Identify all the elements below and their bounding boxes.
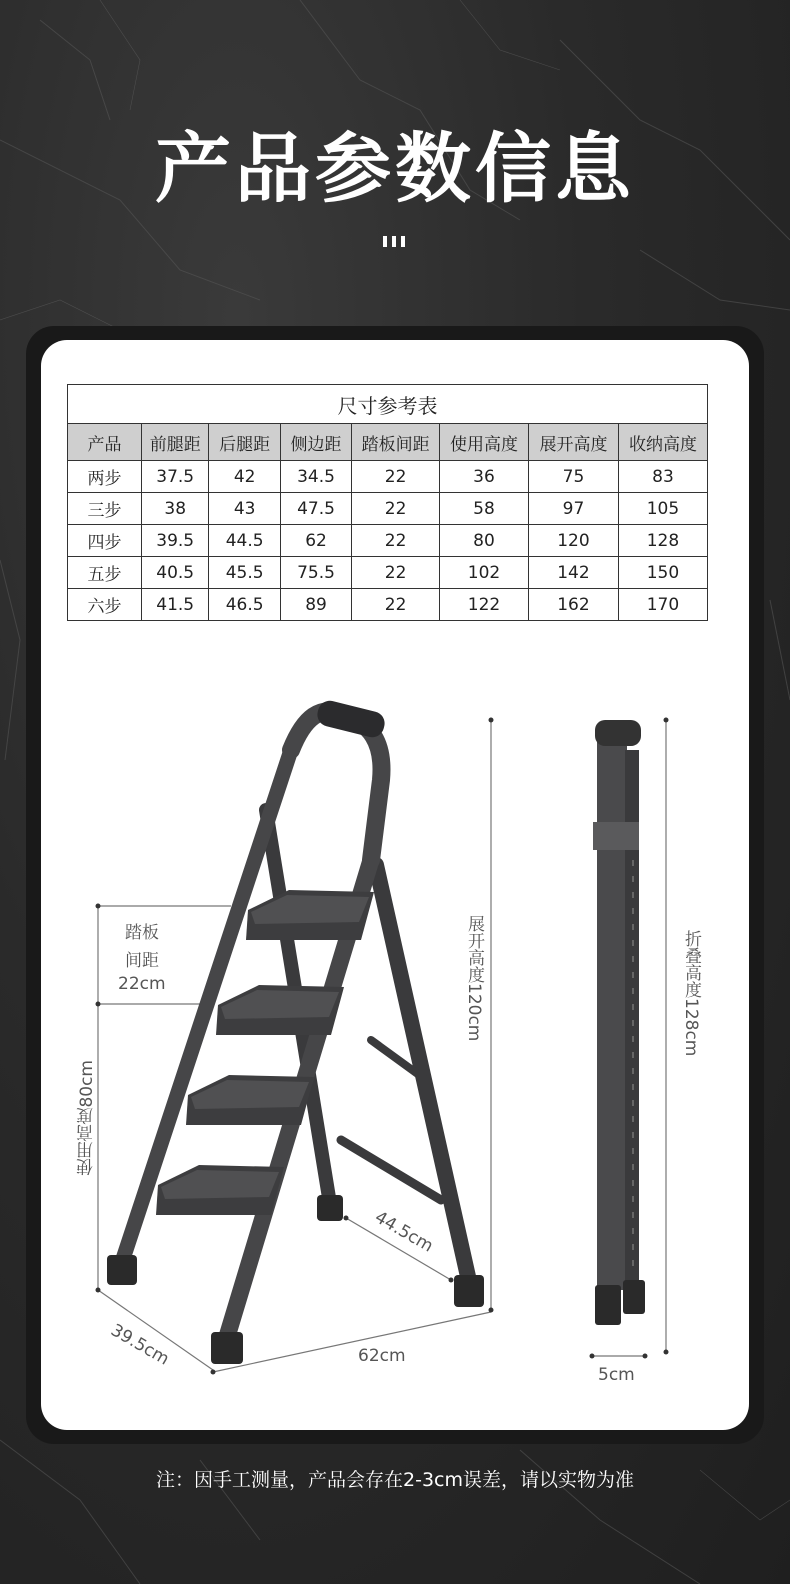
table-cell: 39.5 — [141, 525, 208, 557]
table-cell: 42 — [209, 461, 280, 493]
table-row — [68, 525, 708, 557]
table-cell: 41.5 — [141, 589, 208, 621]
use-height-label: 使用高度80cm — [77, 1060, 97, 1176]
table-cell: 44.5 — [209, 525, 280, 557]
size-reference-table — [67, 384, 708, 621]
table-cell: 162 — [528, 589, 618, 621]
title-divider-dots — [383, 236, 405, 247]
table-cell: 四步 — [68, 525, 142, 557]
measurement-note: 注：因手工测量，产品会存在2-3cm误差，请以实物为准 — [156, 1469, 634, 1491]
table-cell: 五步 — [68, 557, 142, 589]
table-cell: 两步 — [68, 461, 142, 493]
rear-depth-label: 44.5cm — [371, 1207, 437, 1257]
ladder-illustration — [41, 640, 749, 1400]
table-cell: 22 — [352, 493, 440, 525]
header-side: 侧边距 — [280, 424, 351, 461]
table-row — [68, 493, 708, 525]
table-cell: 62 — [280, 525, 351, 557]
table-cell: 142 — [528, 557, 618, 589]
front-depth-label: 39.5cm — [107, 1320, 173, 1370]
table-cell: 三步 — [68, 493, 142, 525]
table-cell: 122 — [440, 589, 529, 621]
table-cell: 75.5 — [280, 557, 351, 589]
table-cell: 102 — [440, 557, 529, 589]
table-cell: 120 — [528, 525, 618, 557]
table-cell: 83 — [618, 461, 707, 493]
table-row — [68, 557, 708, 589]
table-cell: 170 — [618, 589, 707, 621]
table-cell: 22 — [352, 557, 440, 589]
header-tread-spacing: 踏板间距 — [352, 424, 440, 461]
table-cell: 58 — [440, 493, 529, 525]
table-cell: 89 — [280, 589, 351, 621]
table-cell: 22 — [352, 461, 440, 493]
table-cell: 105 — [618, 493, 707, 525]
table-cell: 36 — [440, 461, 529, 493]
table-cell: 80 — [440, 525, 529, 557]
table-row — [68, 461, 708, 493]
table-cell: 22 — [352, 589, 440, 621]
table-cell: 150 — [618, 557, 707, 589]
header-rear-leg: 后腿距 — [209, 424, 280, 461]
table-cell: 38 — [141, 493, 208, 525]
table-caption: 尺寸参考表 — [68, 385, 708, 424]
header-product: 产品 — [68, 424, 142, 461]
table-cell: 75 — [528, 461, 618, 493]
width-label: 62cm — [358, 1346, 406, 1366]
tread-label-line1: 踏板 — [125, 923, 159, 943]
header-front-leg: 前腿距 — [141, 424, 208, 461]
table-cell: 40.5 — [141, 557, 208, 589]
open-height-label: 展开高度120cm — [464, 915, 484, 1042]
table-cell: 97 — [528, 493, 618, 525]
header-storage-height: 收纳高度 — [618, 424, 707, 461]
table-cell: 47.5 — [280, 493, 351, 525]
table-cell: 128 — [618, 525, 707, 557]
table-cell: 46.5 — [209, 589, 280, 621]
table-cell: 45.5 — [209, 557, 280, 589]
folded-height-label: 折叠高度128cm — [681, 930, 701, 1057]
table-cell: 43 — [209, 493, 280, 525]
table-cell: 34.5 — [280, 461, 351, 493]
tread-spacing-value: 22cm — [118, 974, 166, 994]
table-cell: 六步 — [68, 589, 142, 621]
header-open-height: 展开高度 — [528, 424, 618, 461]
table-row — [68, 589, 708, 621]
folded-thickness-label: 5cm — [598, 1365, 635, 1385]
table-header-row — [68, 424, 708, 461]
table-cell: 37.5 — [141, 461, 208, 493]
table-cell: 22 — [352, 525, 440, 557]
page-title: 产品参数信息 — [155, 124, 635, 213]
tread-label-line2: 间距 — [125, 951, 159, 971]
folded-ladder — [593, 720, 645, 1325]
header-use-height: 使用高度 — [440, 424, 529, 461]
